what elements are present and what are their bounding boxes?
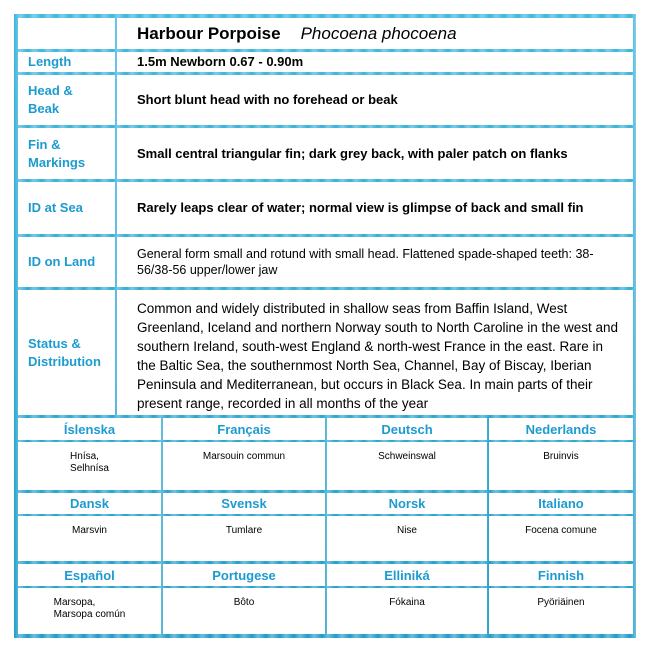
row-label-fin-markings: Fin & Markings <box>18 128 115 179</box>
lang-value-finnish: Pyöriäinen <box>489 588 633 634</box>
row-label-id-on-land: ID on Land <box>18 237 115 287</box>
row-value-id-on-land: General form small and rotund with small head. Flattened spade-shaped teeth: 38-56/38-56 upper/lower jaw <box>117 237 633 287</box>
lang-header-francais: Français <box>163 418 325 440</box>
lang-value-ellinika: Fókaina <box>327 588 487 634</box>
lang-value-deutsch: Schweinswal <box>327 442 487 490</box>
lang-value-italiano: Focena comune <box>489 516 633 561</box>
lang-value-norsk: Nise <box>327 516 487 561</box>
row-value-length: 1.5m Newborn 0.67 - 0.90m <box>117 52 633 72</box>
lang-value-portugese: Bôto <box>163 588 325 634</box>
lang-header-svensk: Svensk <box>163 493 325 514</box>
row-value-id-at-sea: Rarely leaps clear of water; normal view is glimpse of back and small fin <box>117 182 633 234</box>
lang-value-dansk: Marsvin <box>18 516 161 561</box>
lang-header-islenska: Íslenska <box>18 418 161 440</box>
row-value-head-beak: Short blunt head with no forehead or beak <box>117 75 633 125</box>
latin-name: Phocoena phocoena <box>300 23 457 43</box>
common-name: Harbour Porpoise <box>137 23 281 43</box>
lang-value-espanol: Marsopa, Marsopa común <box>18 588 161 634</box>
lang-header-norsk: Norsk <box>327 493 487 514</box>
lang-header-portugese: Portugese <box>163 564 325 586</box>
lang-value-islenska: Hnísa, Selhnísa <box>18 442 161 490</box>
lang-header-nederlands: Nederlands <box>489 418 633 440</box>
row-label-status-distribution: Status & Distribution <box>18 290 115 415</box>
species-card <box>14 14 636 638</box>
title-cell <box>117 18 633 49</box>
lang-value-francais: Marsouin commun <box>163 442 325 490</box>
lang-header-finnish: Finnish <box>489 564 633 586</box>
lang-value-nederlands: Bruinvis <box>489 442 633 490</box>
lang-header-dansk: Dansk <box>18 493 161 514</box>
row-label-length: Length <box>18 52 115 72</box>
row-value-fin-markings: Small central triangular fin; dark grey back, with paler patch on flanks <box>117 128 633 179</box>
title-label-blank <box>18 18 115 49</box>
lang-header-ellinika: Elliniká <box>327 564 487 586</box>
lang-header-italiano: Italiano <box>489 493 633 514</box>
lang-header-deutsch: Deutsch <box>327 418 487 440</box>
lang-value-svensk: Tumlare <box>163 516 325 561</box>
row-value-status-distribution: Common and widely distributed in shallow seas from Baffin Island, West Greenland, Iceland and northern Norway south to North Caroline in the west and southern Ireland, south-west England & north-west France in the east. Rare in the Baltic Sea, the southernmost North Sea, Channel, Bay of Biscay, Iberian Peninsula and Mediterranean, but occurs in Black Sea. In main parts of their present range, recorded in all months of the year <box>117 290 633 415</box>
lang-header-espanol: Español <box>18 564 161 586</box>
row-label-id-at-sea: ID at Sea <box>18 182 115 234</box>
row-label-head-beak: Head & Beak <box>18 75 115 125</box>
